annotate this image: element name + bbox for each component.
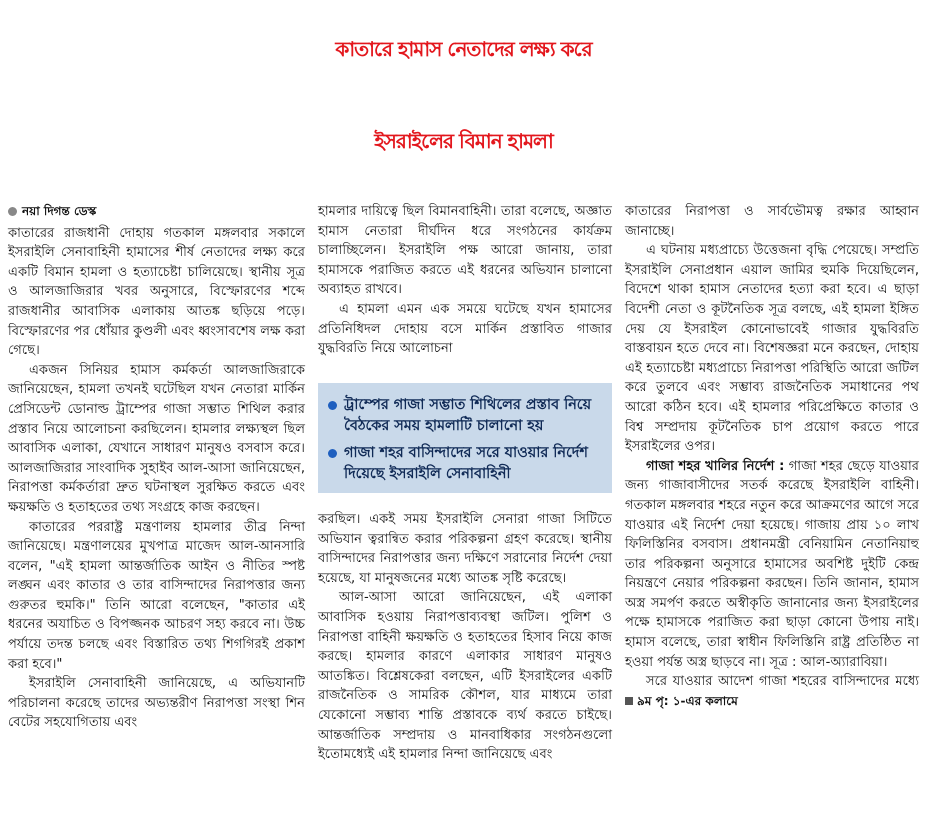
subheading: গাজা শহর খালির নির্দেশ :	[645, 458, 785, 474]
pull-quote-text: ট্রাম্পের গাজা সম্ভাত শিথিলের প্রস্তাব নিয়ে বৈঠকের সময় হামলাটি চালানো হয়	[344, 397, 592, 434]
bullet-dot-icon	[328, 449, 337, 458]
square-bullet-icon	[625, 697, 633, 705]
column-3	[625, 202, 919, 711]
column-2-lower	[318, 510, 612, 765]
bullet-dot-icon	[328, 401, 337, 410]
paragraph: এ ঘটনায় মধ্যপ্রাচ্যে উত্তেজনা বৃদ্ধি পেয়েছে। সম্প্রতি ইসরাইলি সেনাপ্রধান এয়াল জামির হুমকি দিয়েছিলেন, বিদেশে থাকা হামাস নেতাদের হত্যা করা হবে। এ ছাড়া বিদেশী নেতা ও কূটনৈতিক সূত্র বলছে, এই হামলা ইঙ্গিত দেয় যে ইসরাইল কোনোভাবেই গাজার যুদ্ধবিরতি বাস্তবায়ন হতে দেবে না। বিশেষজ্ঞরা মনে করছেন, দোহায় এই হত্যাচেষ্টা মধ্যপ্রাচ্যে নিরাপত্তা পরিস্থিতি আরো জটিল করে তুলবে এবং সম্ভাব্য রাজনৈতিক সমাধানের পথ আরো কঠিন হবে। এই হামলার পরিপ্রেক্ষিতে কাতার ও বিশ্ব সম্প্রদায় কূটনৈতিক চাপ প্রয়োগ করতে পারে ইসরাইলের ওপর।	[625, 243, 919, 455]
byline-text: নয়া দিগন্ত ডেস্ক	[22, 204, 97, 218]
paragraph: কাতারের নিরাপত্তা ও সার্বভৌমত্ব রক্ষার আহ্বান জানাচ্ছে।	[625, 204, 919, 239]
paragraph: এ হামলা এমন এক সময়ে ঘটেছে যখন হামাসের প্রতিনিধিদল দোহায় বসে মার্কিন প্রস্তাবিত গাজার যুদ্ধবিরতি নিয়ে আলোচনা	[318, 301, 612, 357]
column-1	[8, 202, 305, 733]
bullet-dot-icon	[8, 207, 17, 216]
paragraph: একজন সিনিয়র হামাস কর্মকর্তা আলজাজিরাকে জানিয়েছেন, হামলা তখনই ঘটেছিল যখন নেতারা মার্কিন প্রেসিডেন্ট ডোনাল্ড ট্রাম্পের গাজা সম্ভাত শিথিল করার প্রস্তাব নিয়ে আলোচনা করছিলেন। হামলার লক্ষ্যস্থল ছিল আবাসিক এলাকা, যেখানে সাধারণ মানুষও বসবাস করে। আলজাজিরার সাংবাদিক সুহাইব আল-আসা জানিয়েছেন, নিরাপত্তা কর্মকর্তারা দ্রুত ঘটনাস্থল সুরক্ষিত করতে এবং ক্ষয়ক্ষতি ও হতাহতের তথ্য সংগ্রহে কাজ করছেন।	[8, 362, 305, 515]
paragraph: ইসরাইলি সেনাবাহিনী জানিয়েছে, এ অভিযানটি পরিচালনা করেছে তাদের অভ্যন্তরীণ নিরাপত্তা সংস্থা শিন বেটের সহযোগিতায় এবং	[8, 676, 305, 731]
continued-text: ৯ম পৃ: ১-এর কলামে	[637, 693, 738, 708]
paragraph-text: গাজা শহর ছেড়ে যাওয়ার জন্য গাজাবাসীদের সতর্ক করেছে ইসরাইলি বাহিনী। গতকাল মঙ্গলবার শহরে নতুন করে আক্রমণের আগে সরে যাওয়ার এই নির্দেশ দেয়া হয়েছে। গাজায় প্রায় ১০ লাখ ফিলিস্তিনির বসবাস। প্রধানমন্ত্রী বেনিয়ামিন নেতানিয়াহু তার পরিকল্পনা অনুসারে হামাসের অবশিষ্ট দুইটি কেন্দ্র নিয়ন্ত্রণে নেয়ার পরিকল্পনা করছেন। তিনি জানান, হামাস অস্ত্র সমর্পণ করতে অস্বীকৃতি জানানোর জন্য ইসরাইলের পক্ষে হামাসকে পরাজিত করা ছাড়া কোনো উপায় নাই। হামাস বলেছে, তারা স্বাধীন ফিলিস্তিনি রাষ্ট্র প্রতিষ্ঠিত না হওয়া পর্যন্ত অস্ত্র ছাড়বে না। সূত্র : আল-অ্যারাবিয়া।	[625, 458, 919, 670]
paragraph: হামলার দায়িত্বে ছিল বিমানবাহিনী। তারা বলেছে, অজ্ঞাত হামাস নেতারা দীর্ঘদিন ধরে সংগঠনের কার্যক্রম চালাচ্ছিলেন। ইসরাইলি পক্ষ আরো জানায়, তারা হামাসকে পরাজিত করতে এই ধরনের অভিযান চালানো অব্যাহত রাখবে।	[318, 204, 612, 298]
paragraph	[625, 457, 919, 673]
paragraph: কাতারের রাজধানী দোহায় গতকাল মঙ্গলবার সকালে ইসরাইলি সেনাবাহিনী হামাসের শীর্ষ নেতাদের লক্ষ্য করে একটি বিমান হামলা ও হত্যাচেষ্টা চালিয়েছে। স্থানীয় সূত্র ও আলজাজিরার খবর অনুসারে, বিস্ফোরণের শব্দে রাজধানীর আবাসিক এলাকায় আতঙ্ক ছড়িয়ে পড়ে। বিস্ফোরণের পর ধোঁয়ার কুণ্ডলী এবং ধ্বংসাবশেষ লক্ষ করা গেছে।	[8, 225, 305, 359]
paragraph: করছিল। একই সময় ইসরাইলি সেনারা গাজা সিটিতে অভিযান ত্বরান্বিত করার পরিকল্পনা গ্রহণ করেছে। স্থানীয় বাসিন্দাদের নিরাপত্তার জন্য দক্ষিণে সরানোর নির্দেশ দেয়া হয়েছে, যা মানুষজনের মধ্যে আতঙ্ক সৃষ্টি করেছে।	[318, 512, 612, 586]
paragraph	[625, 672, 919, 711]
paragraph: আল-আসা আরো জানিয়েছেন, এই এলাকা আবাসিক হওয়ায় নিরাপত্তাব্যবস্থা জটিল। পুলিশ ও নিরাপত্তা বাহিনী ক্ষয়ক্ষতি ও হতাহতের হিসাব নিয়ে কাজ করছে। হামলার কারণে এলাকার সাধারণ মানুষও আতঙ্কিত। বিশ্লেষকেরা বলছেন, এটি ইসরাইলের একটি রাজনৈতিক ও সামরিক কৌশল, যার মাধ্যমে তারা যেকোনো সম্ভাব্য শান্তি প্রস্তাবকে ব্যর্থ করতে চাইছে। আন্তর্জাতিক সম্প্রদায় ও মানবাধিকার সংগঠনগুলো ইতোমধ্যেই এই হামলার নিন্দা জানিয়েছে এবং	[318, 590, 612, 763]
paragraph: কাতারের পররাষ্ট্র মন্ত্রণালয় হামলার তীব্র নিন্দা জানিয়েছে। মন্ত্রণালয়ের মুখপাত্র মাজেদ আল-আনসারি বলেন, "এই হামলা আন্তর্জাতিক আইন ও নীতির স্পষ্ট লঙ্ঘন এবং কাতার ও তার বাসিন্দাদের নিরাপত্তার জন্য গুরুতর হুমকি।" তিনি আরো বলেছেন, "কাতার এই ধরনের অযাচিত ও বিপজ্জনক আচরণ সহ্য করবে না। উচ্চ পর্যায়ে তদন্ত চলছে এবং বিস্তারিত তথ্য শিগগিরই প্রকাশ করা হবে।"	[8, 519, 305, 672]
headline-line-1: কাতারে হামাস নেতাদের লক্ষ্য করে	[335, 37, 592, 61]
pull-quote-box	[318, 383, 612, 493]
pull-quote-text: গাজা শহর বাসিন্দাদের সরে যাওয়ার নির্দেশ দিয়েছে ইসরাইলি সেনাবাহিনী	[344, 445, 588, 482]
pull-quote-item	[328, 443, 604, 485]
pull-quote-item	[328, 395, 604, 437]
paragraph-text: সরে যাওয়ার আদেশ গাজা শহরের বাসিন্দাদের মধ্যে	[645, 674, 919, 690]
headline-line-2: ইসরাইলের বিমান হামলা	[374, 129, 553, 153]
continued-note	[625, 694, 738, 708]
byline	[8, 202, 305, 222]
column-2	[318, 202, 612, 359]
